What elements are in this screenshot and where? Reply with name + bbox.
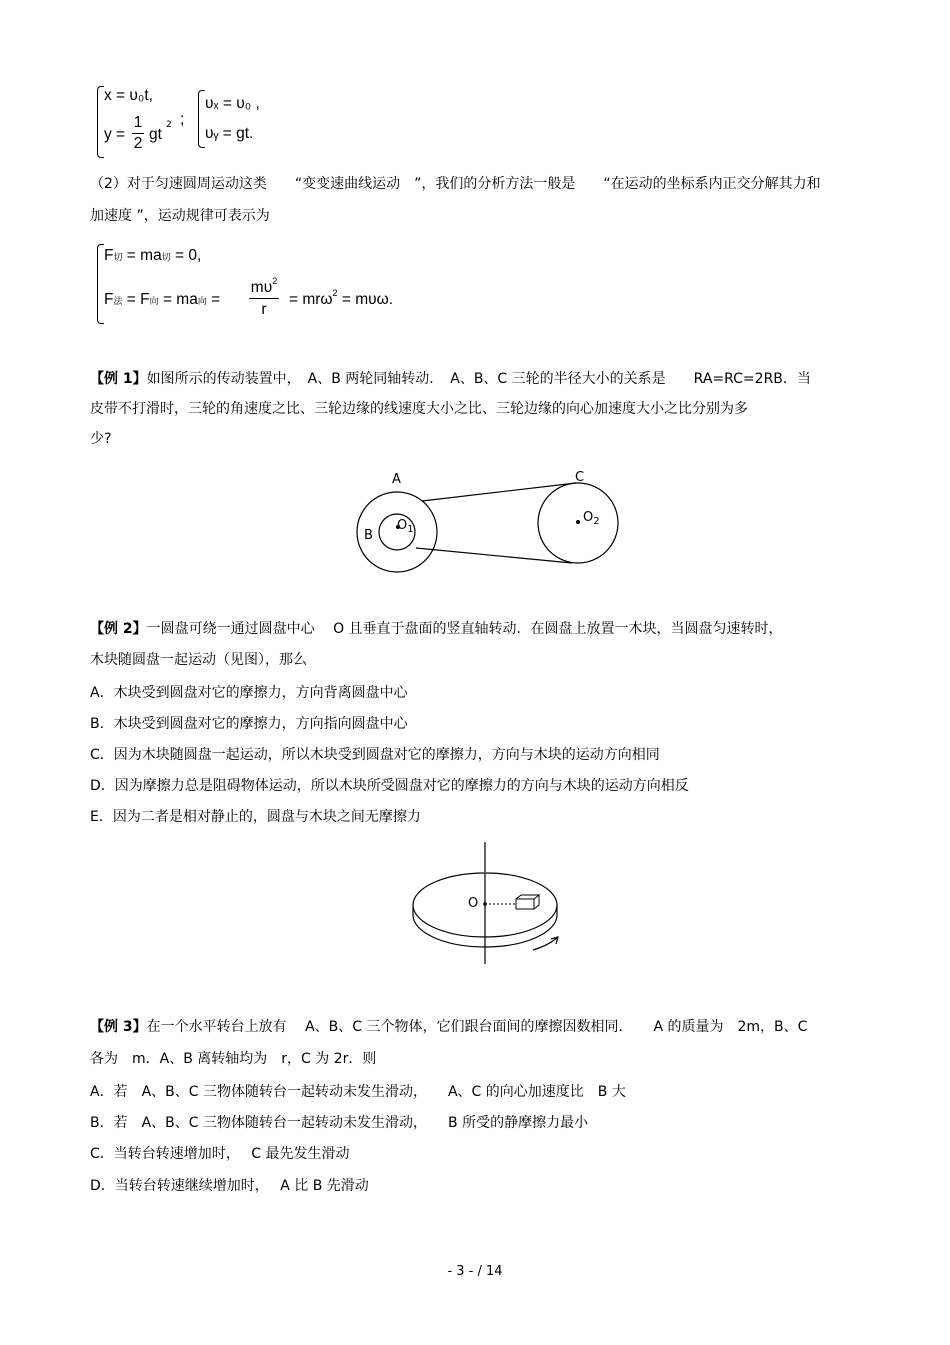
example1-line2: 皮带不打滑时，三轮的角速度之比、三轮边缘的线速度大小之比、三轮边缘的向心加速度大小之比分别为多 (90, 401, 748, 417)
center-o2 (576, 520, 580, 524)
f-norm-num-wrap (249, 276, 279, 296)
example1-line3: 少? (90, 431, 112, 447)
f-norm-right-exp: 2 (332, 288, 338, 298)
example2-text1: 一圆盘可绕一通过圆盘中心 O 且垂直于盘面的竖直轴转动．在圆盘上放置一木块，当圆盘匀速转时， (146, 621, 783, 637)
f-norm-fraction (249, 276, 279, 318)
example3-label: 【例 3】 (90, 1019, 147, 1035)
page-number: - 3 - / 14 (447, 1264, 503, 1279)
f-norm-right1: = mrω (289, 291, 333, 308)
example3-text1: 在一个水平转台上放有 A、B、C 三个物体，它们跟台面间的摩擦因数相同． A 的质量为 2m，B、C (146, 1019, 808, 1035)
label-o1-main: O (397, 518, 408, 533)
f-tan-sub: 切 (113, 252, 123, 262)
example3-option-b: B．若 A、B、C 三物体随转台一起转动未发生滑动， B 所受的静摩擦力最小 (90, 1115, 589, 1131)
f-norm-mid2: = ma (162, 291, 198, 308)
brace-left-3 (97, 244, 104, 324)
formula-pos-y-fraction (132, 115, 144, 151)
center-o (483, 902, 487, 906)
f-norm-mid1: = F (126, 291, 150, 308)
example1-line1 (90, 372, 811, 386)
f-norm-den: r (249, 298, 279, 318)
label-o2-main: O (583, 510, 594, 525)
label-a: A (392, 472, 401, 487)
label-o1-sub: 1 (407, 524, 414, 535)
example2-option-e: E．因为二者是相对静止的，圆盘与木块之间无摩擦力 (90, 809, 421, 825)
example1-text1: 如图所示的传动装置中， A、B 两轮同轴转动． A、B、C 三轮的半径大小的关系是 RA=RC=2RB．当 (146, 371, 811, 387)
f-norm-num: mυ (250, 279, 273, 296)
f-norm-eq: = (211, 291, 221, 308)
example3-line1 (90, 1020, 807, 1034)
f-norm-num-exp: 2 (272, 276, 278, 286)
rotation-arrow (533, 938, 557, 950)
f-norm-sub3: 向 (197, 296, 207, 306)
formula-pos-x: x = υ₀t, (104, 87, 153, 104)
example3-option-c: C．当转台转速增加时， C 最先发生滑动 (90, 1146, 350, 1162)
formula-f-norm-left (104, 292, 220, 308)
example3-option-d: D．当转台转速继续增加时， A 比 B 先滑动 (90, 1178, 369, 1194)
para2-line2: 加速度 ”，运动规律可表示为 (90, 208, 270, 224)
f-tan-symbol: F (104, 247, 114, 264)
f-norm-sub2: 向 (149, 296, 159, 306)
formula-f-tan (104, 248, 201, 264)
example2-label: 【例 2】 (90, 621, 147, 637)
label-b: B (364, 528, 373, 543)
f-tan-sub2: 切 (161, 252, 171, 262)
label-o2-sub: 2 (593, 516, 600, 527)
example2-option-d: D．因为摩擦力总是阻碍物体运动，所以木块所受圆盘对它的摩擦力的方向与木块的运动方向相反 (90, 778, 689, 794)
f-norm-symbol: F (104, 291, 114, 308)
formula-pos-y-exp: 2 (166, 120, 172, 130)
formula-vel-y: υᵧ = gt. (205, 125, 254, 142)
f-norm-sub: 法 (113, 296, 123, 306)
fraction-denominator: 2 (133, 134, 143, 152)
example2-line2: 木块随圆盘一起运动（见图），那么 (90, 652, 307, 668)
example1-label: 【例 1】 (90, 371, 147, 387)
example2-option-c: C．因为木块随圆盘一起运动，所以木块受到圆盘对它的摩擦力，方向与木块的运动方向相同 (90, 747, 660, 763)
brace-left-1 (97, 86, 104, 158)
label-o2 (583, 510, 600, 527)
fraction-numerator: 1 (133, 114, 143, 131)
label-o: O (468, 896, 479, 911)
rotating-disc-figure (405, 840, 575, 968)
f-tan-right: = 0, (175, 247, 202, 264)
formula-separator: ; (180, 111, 185, 128)
example2-option-b: B．木块受到圆盘对它的摩擦力，方向指向圆盘中心 (90, 716, 408, 732)
f-tan-mid: = ma (126, 247, 162, 264)
f-norm-right2: = mυω. (341, 291, 394, 308)
belt-drive-figure (350, 465, 630, 580)
para2-line1: （2）对于匀速圆周运动这类 “变变速曲线运动 ”，我们的分析方法一般是 “在运动的坐标系内正交分解其力和 (90, 176, 821, 192)
formula-pos-y-right: gt (149, 126, 162, 143)
example2-option-a: A．木块受到圆盘对它的摩擦力，方向背离圆盘中心 (90, 685, 408, 701)
example2-line1 (90, 622, 783, 636)
formula-pos-y-left: y = (104, 126, 126, 143)
label-c: C (575, 470, 585, 485)
formula-vel-x: υₓ = υ₀ , (205, 95, 260, 112)
example3-line2: 各为 m．A、B 离转轴均为 r，C 为 2r．则 (90, 1051, 377, 1067)
example3-option-a: A．若 A、B、C 三物体随转台一起转动未发生滑动， A、C 的向心加速度比 B 大 (90, 1084, 626, 1100)
brace-left-2 (198, 90, 205, 148)
formula-f-norm-right (289, 288, 394, 308)
